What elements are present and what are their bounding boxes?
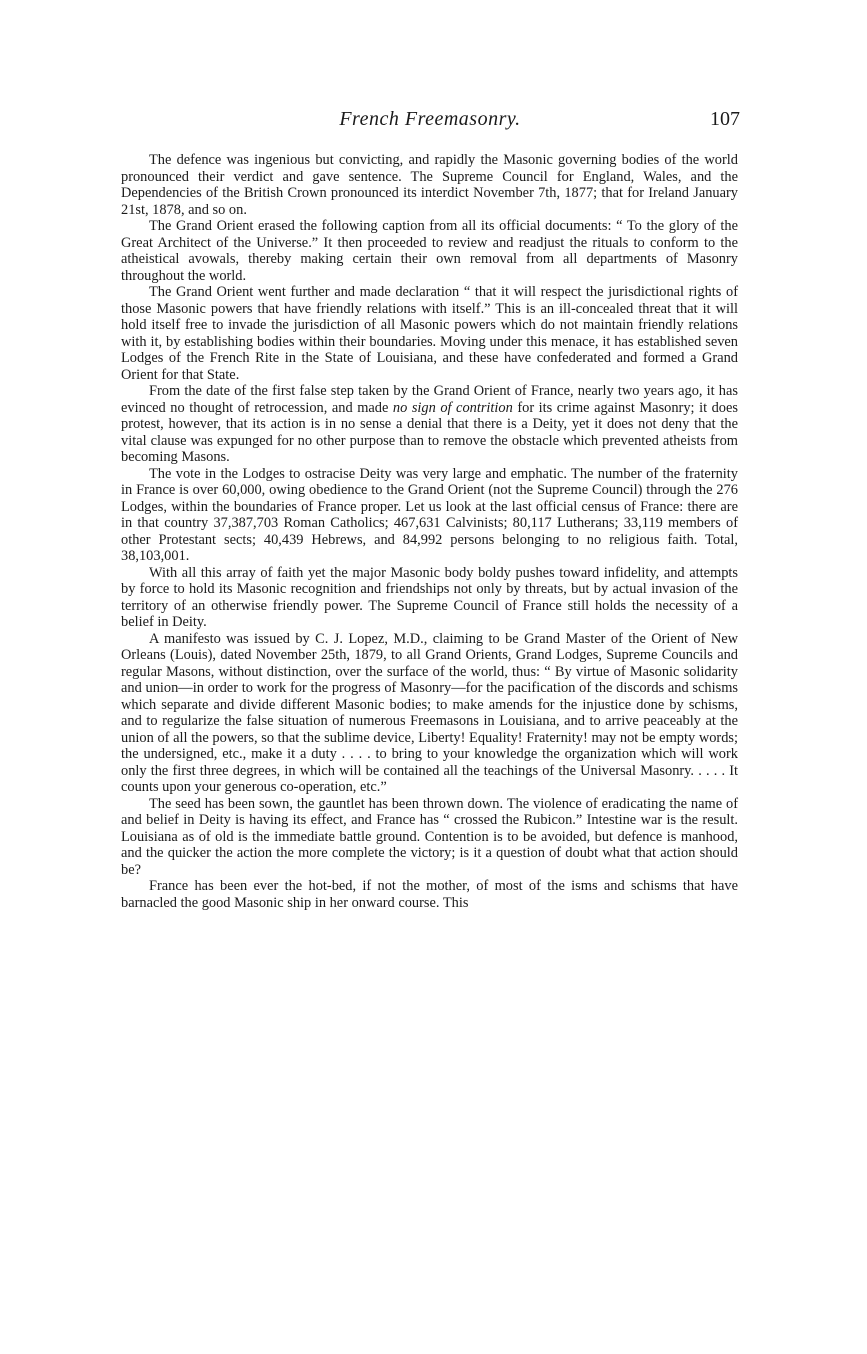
paragraph-8: The seed has been sown, the gauntlet has been thrown down. The violence of eradicating the name of and belief in Deity is having its effect, and France has “ crossed the Rubicon.” Intestine war is the result. Louisiana as of old is the immediate battle ground. Contention is to be avoided, but defence is manhood, and the quicker the action the more complete the victory; is it a question of doubt what that action should be?	[121, 795, 738, 878]
paragraph-3: The Grand Orient went further and made declaration “ that it will respect the jurisdictional rights of those Masonic powers that have friendly relations with itself.” This is an ill-concealed threat that it will hold itself free to invade the jurisdiction of all Masonic powers which do not maintain friendly relations with it, by establishing bodies within their boundaries. Moving under this menace, it has established seven Lodges of the French Rite in the State of Louisiana, and these have confederated and formed a Grand Orient for that State.	[121, 284, 738, 383]
body-text	[121, 152, 738, 911]
paragraph-2: The Grand Orient erased the following caption from all its official documents: “ To the glory of the Great Architect of the Universe.” It then proceeded to review and readjust the rituals to conform to the atheistical avowals, thereby making certain their own removal from all departments of Masonry throughout the world.	[121, 218, 738, 284]
page-number: 107	[710, 108, 740, 130]
paragraph-4-part-1: From the date of the first false step taken by the Grand Orient of France, nearly two years ago, it has evinced no thought of retrocession, and made	[121, 383, 738, 416]
page-header	[120, 108, 740, 138]
paragraph-4-italic: no sign of contrition	[392, 399, 513, 416]
running-title: French Freemasonry.	[339, 108, 521, 130]
paragraph-9: France has been ever the hot-bed, if not the mother, of most of the isms and schisms that have barnacled the good Masonic ship in her onward course. This	[121, 878, 738, 911]
paragraph-5: The vote in the Lodges to ostracise Deity was very large and emphatic. The number of the fraternity in France is over 60,000, owing obedience to the Grand Orient (not the Supreme Council) through the 276 Lodges, within the boundaries of France proper. Let us look at the last official census of France: there are in that country 37,387,703 Roman Catholics; 467,631 Calvinists; 80,117 Lutherans; 33,119 members of other Protestant sects; 40,439 Hebrews, and 84,992 persons belonging to no religious faith. Total, 38,103,001.	[121, 465, 738, 564]
paragraph-1: The defence was ingenious but convicting, and rapidly the Masonic governing bodies of the world pronounced their verdict and gave sentence. The Supreme Council for England, Wales, and the Dependencies of the British Crown pronounced its interdict November 7th, 1877; that for Ireland January 21st, 1878, and so on.	[121, 152, 738, 218]
paragraph-4	[121, 383, 738, 466]
paragraph-4-part-2: for its crime against Masonry; it does protest, however, that its action is in no sense a denial that there is a Deity, yet it does not deny that the vital clause was expunged for no other purpose than to remove the obstacle which prevented atheists from becoming Masons.	[121, 399, 738, 465]
paragraph-6: With all this array of faith yet the major Masonic body boldy pushes toward infidelity, and attempts by force to hold its Masonic recognition and friendships not only by threats, but by actual invasion of the territory of an otherwise friendly power. The Supreme Council of France still holds the necessity of a belief in Deity.	[121, 564, 738, 630]
paragraph-7: A manifesto was issued by C. J. Lopez, M.D., claiming to be Grand Master of the Orient of New Orleans (Louis), dated November 25th, 1879, to all Grand Orients, Grand Lodges, Supreme Councils and regular Masons, without distinction, over the surface of the world, thus: “ By virtue of Masonic solidarity and union—in order to work for the progress of Masonry—for the pacification of the discords and schisms which separate and divide different Masonic bodies; to make amends for the injustice done by schisms, and to regularize the false situation of numerous Freemasons in Louisiana, and to arrive peaceably at the union of all the powers, so that the sublime device, Liberty! Equality! Fraternity! may not be empty words; the undersigned, etc., make it a duty . . . . to bring to your knowledge the organization which will work only the first three degrees, in which will be contained all the teachings of the Universal Masonry. . . . . It counts upon your generous co-operation, etc.”	[121, 630, 738, 795]
